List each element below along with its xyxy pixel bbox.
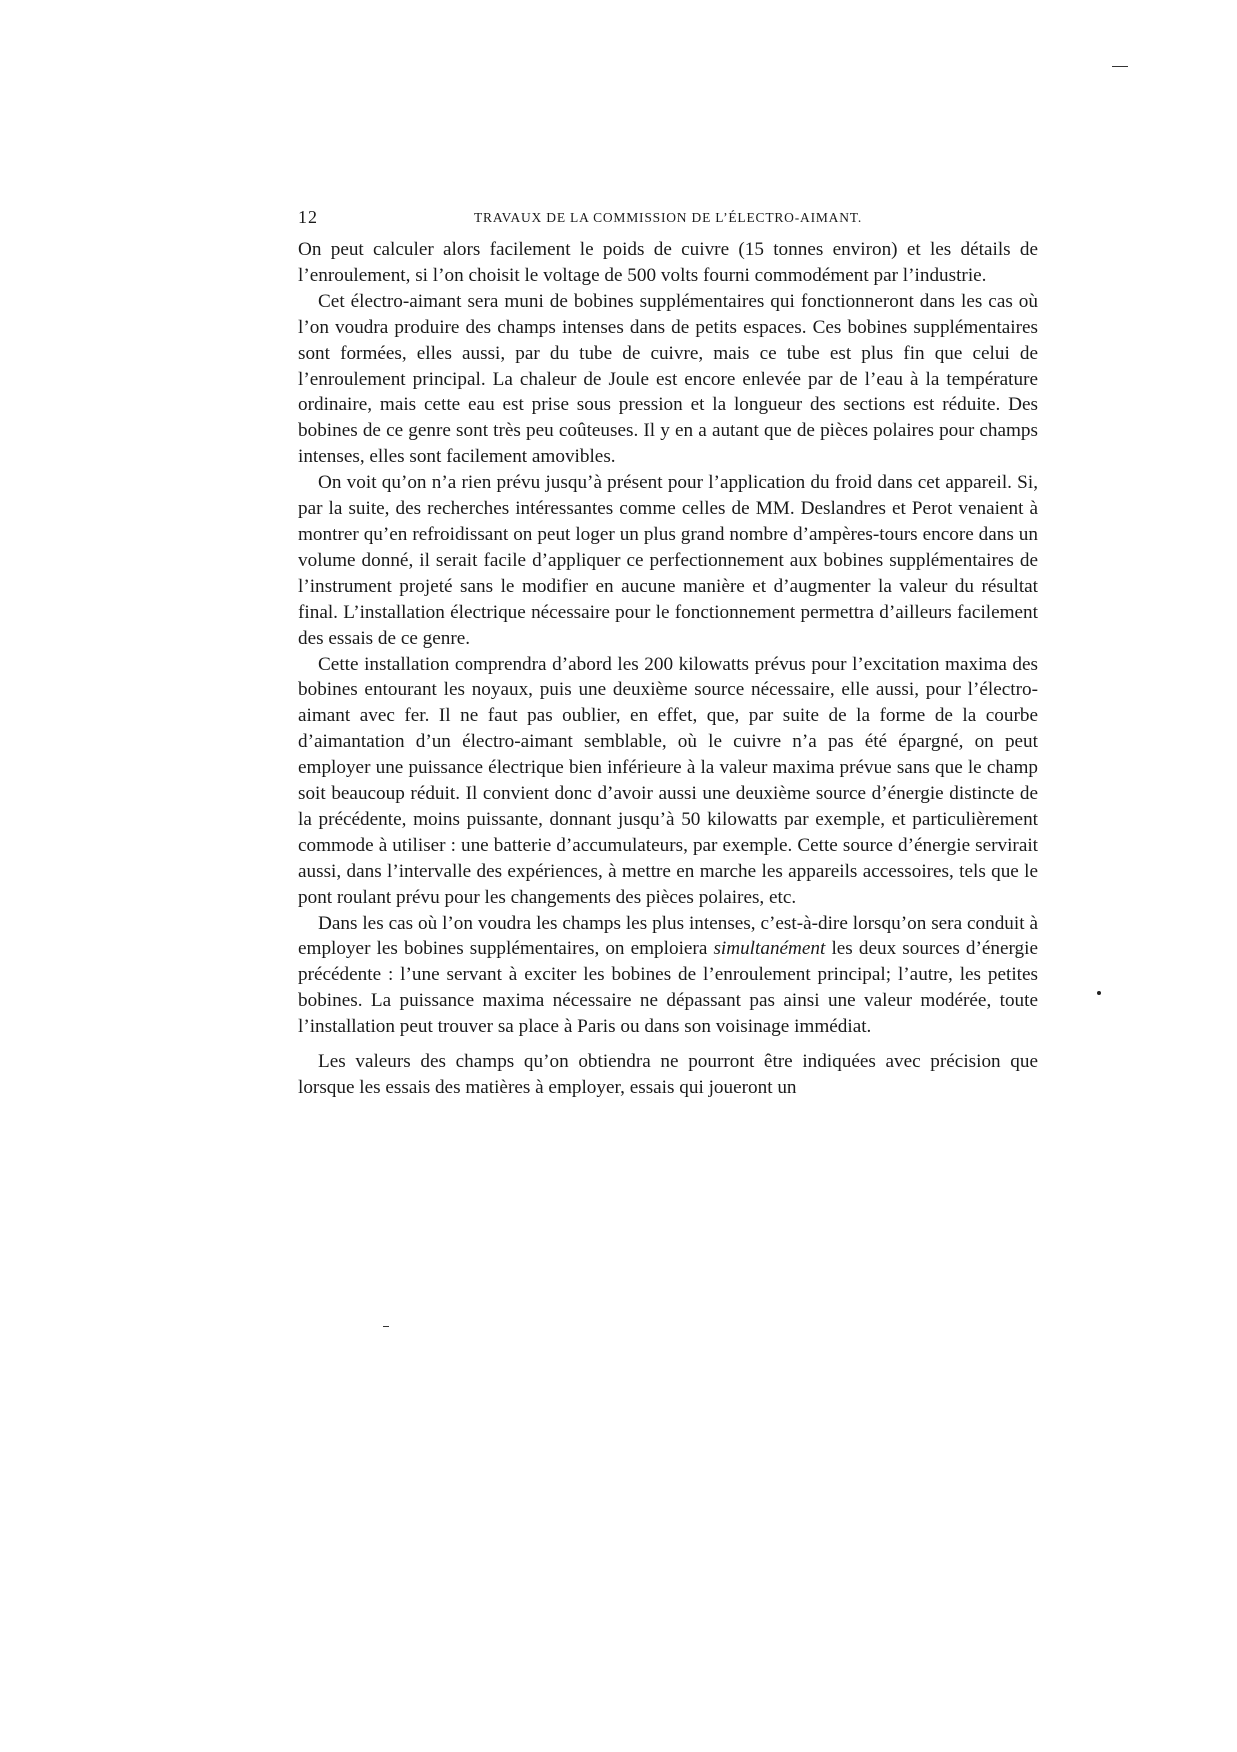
running-title: TRAVAUX DE LA COMMISSION DE L’ÉLECTRO-AIMANT. [473, 210, 862, 225]
scan-speck-margin [1097, 991, 1101, 995]
paragraph-5 [298, 911, 1038, 1041]
paragraph-2: Cet électro-aimant sera muni de bobines supplémentaires qui fonctionneront dans les cas où l’on voudra produire des champs intenses dans de petits espaces. Ces bobines supplémentaires sont formées, elles aussi, par du tube de cuivre, mais ce tube est plus fin que celui de l’enroulement principal. La chaleur de Joule est encore enlevée par de l’eau à la température ordinaire, mais cette eau est prise sous pression et la longueur des sections est réduite. Des bobines de ce genre sont très peu coûteuses. Il y en a autant que de pièces polaires pour champs intenses, elles sont facilement amovibles. [298, 290, 1038, 468]
paragraph-3: On voit qu’on n’a rien prévu jusqu’à présent pour l’application du froid dans cet appareil. Si, par la suite, des recherches intéressantes comme celles de MM. Deslandres et Perot venaient à montrer qu’en refroidissant on peut loger un plus grand nombre d’ampères-tours encore dans un volume donné, il serait facile d’appliquer ce perfectionnement aux bobines supplémentaires de l’instrument projeté sans le modifier en aucune manière et d’augmenter la valeur du résultat final. L’installation électrique nécessaire pour le fonctionnement permettra d’ailleurs facilement des essais de ce genre. [298, 472, 1038, 649]
body-text [298, 237, 1038, 1101]
paragraph-5-end: les deux sources d’énergie précédente : l’une servant à exciter les bobines de l’enroulement principal; l’autre, les petites bobines. La puissance maxima nécessaire ne dépassant pas ainsi une valeur modérée, toute l’installation peut trouver sa place à Paris ou dans son voisinage immédiat. [298, 938, 1039, 1038]
page-header [298, 207, 1038, 231]
scan-mark-bottom [383, 1326, 389, 1327]
paragraph-5-start: Dans les cas où l’on voudra les champs les plus intenses, c’est-à-dire lorsqu’on sera conduit à employer les bobines supplémentaires, on emploiera [298, 912, 1038, 960]
emphasis-simultanement: simultanément [713, 938, 826, 960]
paragraph-1: On peut calculer alors facilement le poids de cuivre (15 tonnes environ) et les détails de l’enroulement, si l’on choisit le voltage de 500 volts fourni commodément par l’industrie. [298, 239, 1038, 286]
paragraph-4: Cette installation comprendra d’abord les 200 kilowatts prévus pour l’excitation maxima des bobines entourant les noyaux, puis une deuxième source nécessaire, elle aussi, pour l’électro-aimant avec fer. Il ne faut pas oublier, en effet, que, par suite de la forme de la courbe d’aimantation d’un électro-aimant semblable, où le cuivre n’a pas été épargné, on peut employer une puissance électrique bien inférieure à la valeur maxima prévue sans que le champ soit beaucoup réduit. Il convient donc d’avoir aussi une deuxième source d’énergie distincte de la précédente, moins puissante, donnant jusqu’à 50 kilowatts par exemple, et particulièrement commode à utiliser : une batterie d’accumulateurs, par exemple. Cette source d’énergie servirait aussi, dans l’intervalle des expériences, à mettre en marche les appareils accessoires, tels que le pont roulant prévu pour les changements des pièces polaires, etc. [298, 653, 1038, 908]
paragraph-6: Les valeurs des champs qu’on obtiendra ne pourront être indiquées avec précision que lorsque les essais des matières à employer, essais qui joueront un [298, 1051, 1038, 1098]
page-number: 12 [298, 207, 318, 227]
scan-mark-top-right [1112, 66, 1128, 67]
